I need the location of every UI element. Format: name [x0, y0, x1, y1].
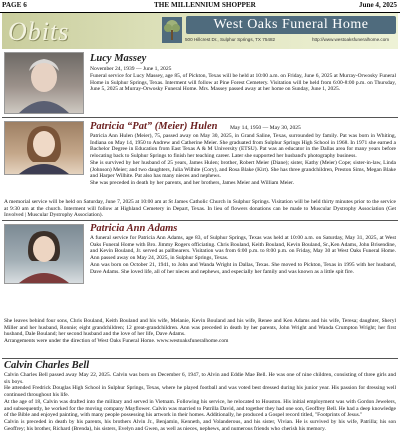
obituary-dates-lucy-massey: November 24, 1939 — June 1, 2025 — [90, 66, 172, 72]
publication-name: THE MILLENNIUM SHOPPER — [154, 1, 256, 9]
page-header — [0, 0, 400, 13]
obituary-name-lucy-massey: Lucy Massey — [90, 53, 147, 64]
portrait-silhouette-icon — [5, 53, 83, 113]
portrait-silhouette-icon — [5, 122, 83, 174]
obituary-paragraph: Arrangements were under the direction of West Oaks Funeral Home. www.westoaksfuneralhome.com — [4, 338, 229, 345]
funeral-home-website: http://www.westoaksfuneralhome.com — [312, 37, 390, 42]
issue-date: June 4, 2025 — [358, 1, 397, 9]
portrait-silhouette-icon — [5, 225, 83, 283]
obituary-paragraph: He attended Fredrick Douglas High School in Sulphur Springs, Texas, where he played football and was voted best dressed during his junior year. His passion for dressing well continued throughout his life. — [4, 385, 396, 399]
obits-banner — [2, 13, 398, 49]
obituary-paragraph: Calvin Charles Bell passed away May 22, 2025. Calvin was born on December 6, 1947, to Alvin and Eddie Mae Bell. He was one of nine children, consisting of three girls and six boys. — [4, 372, 396, 385]
section-title: Obits — [8, 17, 70, 46]
obituary-name-patricia-ann-adams: Patricia Ann Adams — [90, 223, 178, 234]
obituary-paragraph: Patricia Ann Hulen (Meier), 75, passed away on May 30, 2025, in Grand Saline, Texas, surrounded by family. Pat was born in Whiting, Indiana on May 14, 1950 to Andrew and Catherine Meier. She graduated from Sulphur Springs High School in 1968. In 1971 she earned a Bachelor Degree in Education from East Texas A & M University (ETSU). Pat was an educator in the Dallas area for many years before relocating back to Sulphur Springs to finish her teaching career. Later she supported her husband's photography business. — [90, 133, 396, 160]
funeral-home-name: West Oaks Funeral Home — [186, 16, 396, 34]
obituary-survivors-patricia-ann-adams — [4, 318, 396, 345]
portrait-photo-patricia-ann-adams — [4, 224, 84, 284]
obituary-divider — [2, 117, 398, 118]
obituary-paragraph: Funeral service for Lucy Massey, age 85, of Pickton, Texas will be held at 10:00 a.m. on Friday, June 6, 2025 at Murray-Orwosky Funeral Home in Sulphur Springs, Texas. Interment will follow at Pine Forest Cemetery. Visitation will be held from 6:00-8:00 p.m. on Thursday, June 5, 2025 at Murray-Orwosky Funeral Home. Mrs. Massey passed away at her home on Sunday, June 1, 2025. — [90, 73, 396, 93]
obituary-divider — [2, 358, 398, 359]
obituary-paragraph: A funeral service for Patricia Ann Adams, age 83, of Sulphur Springs, Texas was held at 10:00 a.m. on Saturday, May 31, 2025, at West Oaks Funeral Home with Bro. Jimmy Rogers officiating. Chris Bouland, Keith Bouland, Kevin Bouland, Sr.,Ken Adams, John Brisendine, and Kevin Bouland, Jr. served as pallbearers. Visitation was from 6:00 p.m. to 8:00 p.m. on Friday, May 30 at West Oaks Funeral Home. Ann passed away on May 24, 2025, in Sulphur Springs, Texas. — [90, 235, 396, 262]
tree-logo-icon — [162, 17, 182, 43]
obituary-name-calvin-charles-bell: Calvin Charles Bell — [4, 360, 90, 371]
funeral-home-address: 500 Hillcrest Dr., Sulphur Springs, TX 75482 — [185, 37, 276, 42]
obituary-divider — [2, 220, 398, 221]
portrait-photo-pat-hulen — [4, 121, 84, 175]
obituary-paragraph: A memorial service will be held on Saturday, June 7, 2025 at 10:00 am at St James Catholic Church in Sulphur Springs. Visitation will be held thirty minutes prior to the service at 9:30 am at the church. Interment will follow at Highland Cemetery in Depart, Texas. In lieu of flowers donations can be made to Muscular Dystrophy Association (Get Involved | Muscular Dystrophy Association). — [4, 199, 396, 219]
obituary-paragraph: She leaves behind four sons, Chris Bouland, Keith Bouland and his wife, Melanie, Kevin Bouland and his wife, Renee and Ken Adams and his wife, Teresa; daughter, Sheryl Miller and her husband, Ronnie; eight grandchildren; 12 great-grandchildren. Ann was preceded in death by her parents, John Wright and Wanda Crumpton Wright; her first husband, Dale Bouland; her second husband and the love of her life, Dave Adams. — [4, 318, 396, 338]
obituary-body-pat-hulen — [90, 133, 396, 187]
obituary-paragraph: She is survived by her husband of 25 years, James Hulen; brother, Robert Meier (Diane); sister, Kathy (Meier) Cope; sister-in-law, Linda (Johnson) Meier; and two daughters, Julia Wilhite (Cory), and Rosa Blake (Kirt). She has three grandchildren, Preston Sims, Megan Blake and Harper Wilhite. Pat also has many nieces and nephews. — [90, 159, 396, 180]
obituary-body-lucy-massey — [90, 73, 396, 93]
obituary-body-patricia-ann-adams — [90, 235, 396, 275]
portrait-photo-lucy-massey — [4, 52, 84, 114]
page-number: PAGE 6 — [2, 1, 27, 9]
obituary-service-pat-hulen — [4, 199, 396, 219]
obituary-paragraph: She was preceded in death by her parents, and her brothers, James Meier and William Meier. — [90, 179, 295, 186]
obituary-dates-pat-hulen: May 14, 1950 — May 30, 2025 — [230, 125, 301, 131]
obituary-paragraph: Calvin is preceded in death by his parents, his brothers Alvin Jr., Benjamin, Kenneth, and Volanderous, and his sister, Vivian. He is survived by his wife, Patrilla; his son Geoffrey; his brother, Richard (Brenda), his sisters, Evelyn and Gwen, as well as nieces, nephews, and numerous friends who cherish his memory. — [4, 418, 396, 432]
obituary-paragraph: Ann was born on October 21, 1941, to John and Wanda Wright in Dallas, Texas. She moved to Pickton, Texas in 1995 with her husband, Dave Adams. She loved life, all of her nieces and nephews, and especially her family and was known as a little spit fire. — [90, 261, 396, 275]
obituary-body-calvin-charles-bell — [4, 372, 396, 432]
obituary-name-pat-hulen: Patricia “Pat” (Meier) Hulen — [90, 121, 218, 132]
obituary-paragraph: At the age of 18, Calvin was drafted into the military and served in Vietnam. Following his service, he relocated to Houston. His initial employment was with Gordon Jewelers, and subsequently, he worked for the moving company Mayflower. Calvin was married to Patrilla David, and together they had one son, Geoffrey Bell. He had a deep knowledge of the Bible and enjoyed painting, with many people possessing his artwork in their homes. Additionally, he produced a Gospel record titled, "Footprints of Jesus." — [4, 398, 396, 419]
